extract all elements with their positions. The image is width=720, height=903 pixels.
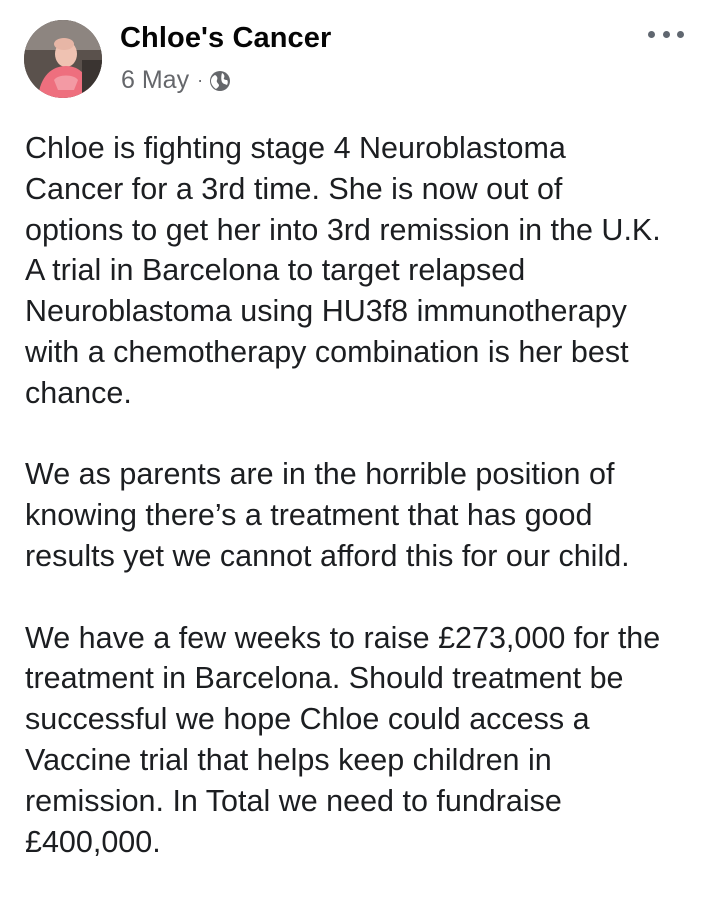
post-date[interactable]: 6 May: [121, 66, 190, 94]
post-meta: [121, 66, 231, 95]
avatar[interactable]: [24, 20, 102, 98]
post-paragraph: We as parents are in the horrible position of knowing there’s a treatment that has good results yet we cannot afford this for our child.: [25, 457, 630, 573]
globe-icon[interactable]: [209, 70, 231, 92]
more-dot: [648, 31, 655, 38]
more-options-icon[interactable]: [648, 22, 684, 46]
meta-separator: ·: [197, 70, 204, 90]
post-author-name[interactable]: Chloe's Cancer: [120, 22, 332, 54]
more-dot: [677, 31, 684, 38]
post-paragraph: Chloe is fighting stage 4 Neuroblastoma Cancer for a 3rd time. She is now out of options to get her into 3rd remission in the U.K. A trial in Barcelona to target relapsed Neuroblastoma using HU3f8 immunotherapy with a chemotherapy combination is her best chance.: [25, 131, 661, 410]
avatar-photo-icon: [24, 20, 102, 98]
more-dot: [663, 31, 670, 38]
post-body: [25, 128, 705, 903]
post-header: [24, 20, 696, 100]
post-paragraph: We have a few weeks to raise £273,000 for the treatment in Barcelona. Should treatment be successful we hope Chloe could access a Vaccine trial that helps keep children in remission. In Total we need to fundraise £400,000.: [25, 620, 661, 859]
